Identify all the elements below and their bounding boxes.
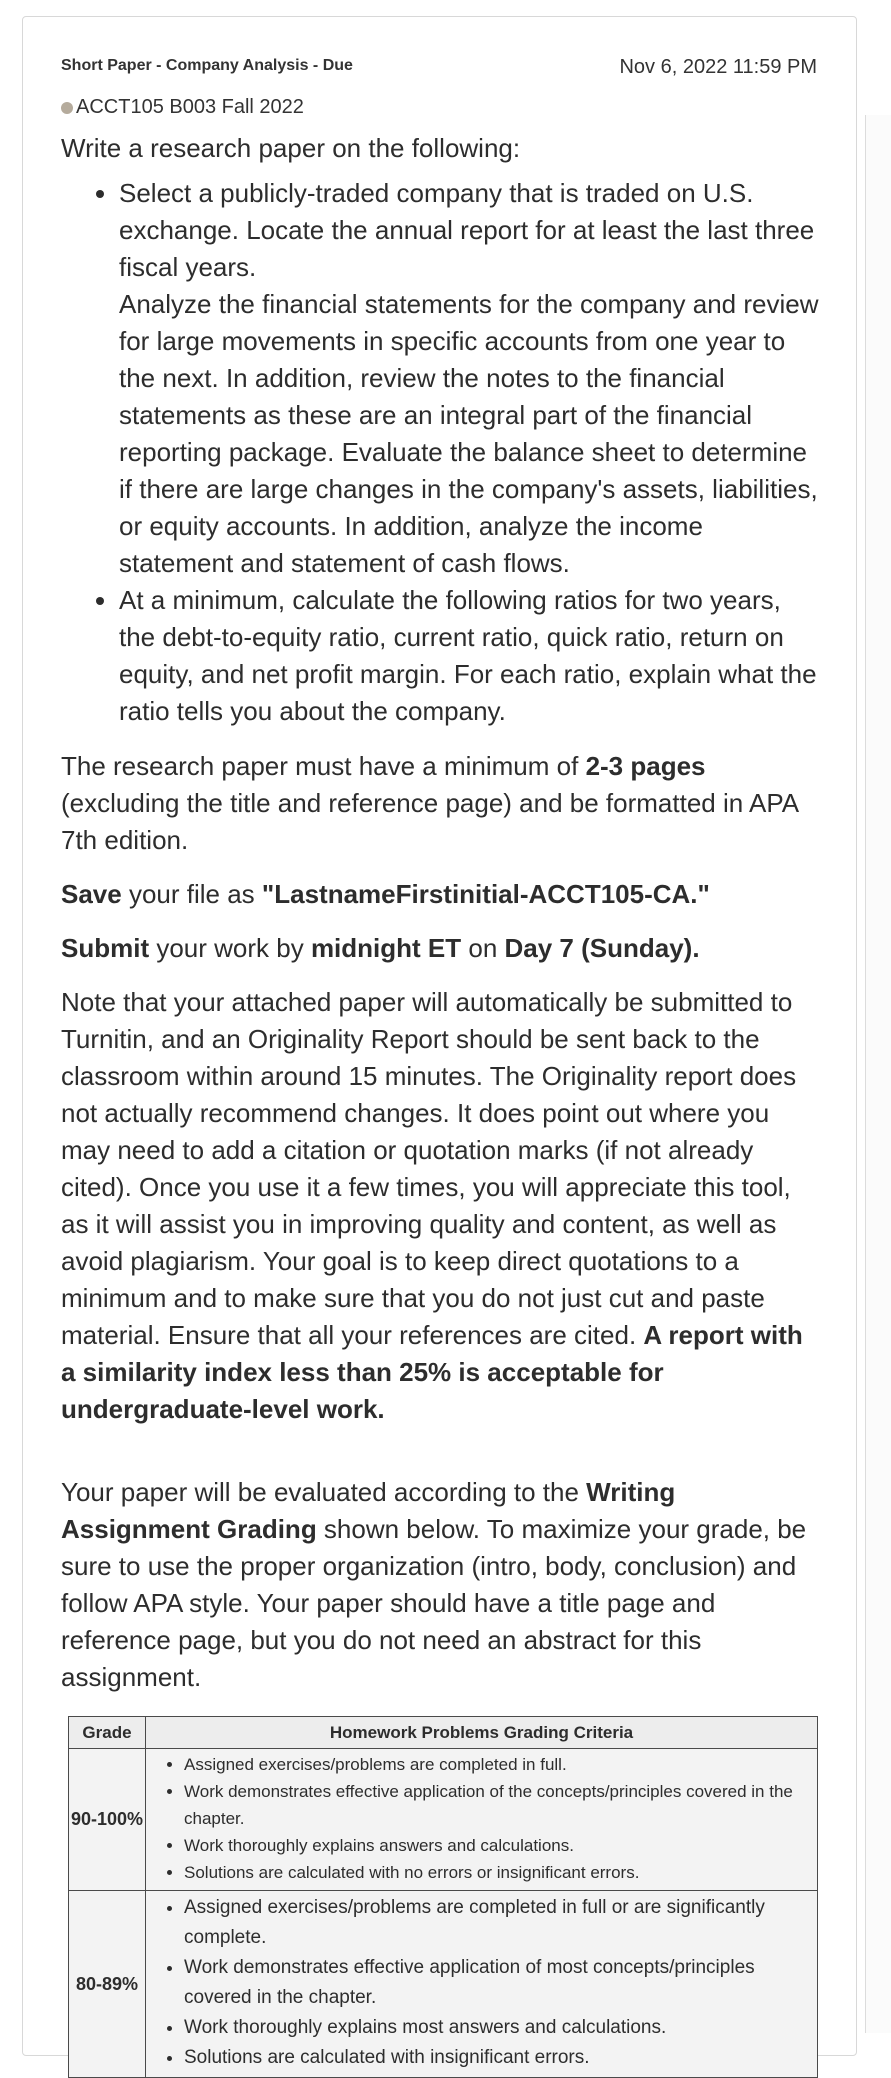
grading-table [68, 1716, 818, 2078]
submit-instruction: Submit your work by midnight ET on Day 7 (Sunday). [61, 933, 700, 963]
intro-text: Write a research paper on the following: [61, 133, 521, 163]
list-item [119, 582, 822, 730]
assignment-description [61, 130, 822, 2078]
header-criteria: Homework Problems Grading Criteria [146, 1717, 818, 1749]
table-row [69, 1749, 818, 1891]
grade-cell: 90-100% [69, 1749, 146, 1891]
criteria-cell [146, 1749, 818, 1891]
criteria-item: • Work demonstrates effective application of the concepts/principles covered in the chapter. [184, 1778, 811, 1832]
criteria-item: • Work thoroughly explains answers and calculations. [184, 1832, 811, 1859]
criteria-item: • Solutions are calculated with insignificant errors. [184, 2043, 811, 2073]
table-header-row [69, 1717, 818, 1749]
criteria-item: • Solutions are calculated with no errors or insignificant errors. [184, 1859, 811, 1886]
grading-table-wrapper [61, 1716, 822, 2078]
bullet-1-line-1: • Select a publicly-traded company that is traded on U.S. exchange. Locate the annual report for at least the last three fiscal years. [119, 178, 815, 282]
criteria-item: • Work demonstrates effective application of most concepts/principles covered in the chapter. [184, 1953, 811, 2013]
list-item [119, 175, 822, 582]
criteria-cell [146, 1891, 818, 2078]
criteria-item: • Work thoroughly explains most answers and calculations. [184, 2013, 811, 2043]
requirements-list [61, 175, 822, 730]
assignment-title[interactable]: Short Paper - Company Analysis - Due [61, 57, 353, 74]
save-instruction: Save your file as "LastnameFirstinitial-ACCT105-CA." [61, 879, 710, 909]
side-scroll-panel[interactable] [865, 115, 891, 2033]
bullet-2-line-1: At a minimum, calculate the following ratios for two years, the debt-to-equity ratio, current ratio, quick ratio, return on equity, and net profit margin. For each ratio, explain what the ratio tells you about the company. [119, 585, 817, 726]
course-color-dot-icon [61, 102, 73, 114]
turnitin-note: Note that your attached paper will automatically be submitted to Turnitin, and an Originality Report should be sent back to the classroom within around 15 minutes. The Originality report does not actually recommend changes. It does point out where you may need to add a citation or quotation marks (if not already cited). Once you use it a few times, you will appreciate this tool, as it will assist you in improving quality and content, as well as avoid plagiarism. Your goal is to keep direct quotations to a minimum and to make sure that you do not just cut and paste material. Ensure that all your references are cited. A report with a similarity index less than 25% is acceptable for undergraduate-level work. [61, 987, 803, 1424]
grading-note: Your paper will be evaluated according to the Writing Assignment Grading shown below. To maximize your grade, be sure to use the proper organization (intro, body, conclusion) and follow APA style. Your paper should have a title page and reference page, but you do not need an abstract for this assignment. [61, 1477, 807, 1692]
bullet-1-line-2: Analyze the financial statements for the company and review for large movements in specific accounts from one year to the next. In addition, review the notes to the financial statements as these are an integral part of the financial reporting package. Evaluate the balance sheet to determine if there are large changes in the company's assets, liabilities, or equity accounts. In addition, analyze the income statement and statement of cash flows. [119, 289, 819, 578]
table-row [69, 1891, 818, 2078]
grade-cell: 80-89% [69, 1891, 146, 2078]
criteria-item: • Assigned exercises/problems are completed in full or are significantly complete. [184, 1893, 811, 1953]
header-grade: Grade [69, 1717, 146, 1749]
course-name: ACCT105 B003 Fall 2022 [76, 96, 304, 118]
due-date: Nov 6, 2022 11:59 PM [619, 56, 817, 78]
course-label[interactable] [61, 96, 304, 119]
length-requirement: The research paper must have a minimum of 2-3 pages (excluding the title and reference page) and be formatted in APA 7th edition. [61, 751, 798, 855]
criteria-item: • Assigned exercises/problems are completed in full. [184, 1751, 811, 1778]
